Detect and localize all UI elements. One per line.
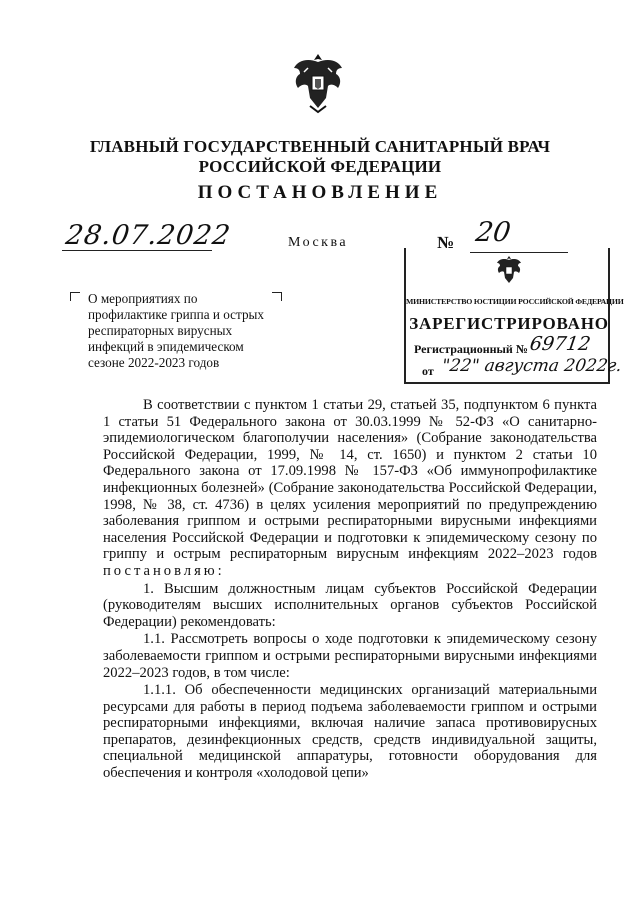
issuing-authority (0, 137, 640, 177)
handwritten-date: 28.07.2022 (63, 220, 233, 251)
item-1: 1. Высшим должностным лицам субъектов Российской Федерации (руководителям высших исполнительных органов субъектов Российской Федерации) рекомендовать: (103, 580, 597, 630)
subject-bracket-right (272, 292, 282, 301)
intro-paragraph (103, 397, 597, 580)
authority-line-1: ГЛАВНЫЙ ГОСУДАРСТВЕННЫЙ САНИТАРНЫЙ ВРАЧ (89, 137, 551, 156)
number-label: № (437, 233, 455, 252)
item-1-1-1: 1.1.1. Об обеспеченности медицинских организаций материальными ресурсами для работы в период подъема заболеваемости гриппом и острыми респираторными инфекциями, включая наличие запаса противовирусных препаратов, дезинфекционных средств, средств индивидуальной защиты, специальной медицинской аппаратуры, готовности оборудования для обеспечения и контроля «холодовой цепи» (103, 682, 597, 782)
stamp-status: ЗАРЕГИСТРИРОВАНО (409, 314, 609, 333)
stamp-date-prefix: от (422, 364, 434, 378)
subject-bracket-left (70, 292, 80, 301)
stamp-coat-of-arms-icon (494, 254, 524, 286)
stamp-reg-label: Регистрационный № (414, 342, 528, 356)
document-body (103, 397, 597, 782)
document-type-title: ПОСТАНОВЛЕНИЕ (197, 182, 443, 203)
stamp-date: "22" августа 2022г. (440, 356, 624, 376)
stamp-ministry: МИНИСТЕРСТВО ЮСТИЦИИ РОССИЙСКОЙ ФЕДЕРАЦИИ (406, 297, 624, 306)
date-underline (62, 250, 212, 251)
item-1-1: 1.1. Рассмотреть вопросы о ходе подготовки к эпидемическому сезону заболеваемости гриппом и острыми респираторными вирусными инфекциями 2022–2023 годов, в том числе: (103, 631, 597, 681)
city-label: Москва (288, 235, 349, 250)
registration-stamp (404, 248, 624, 384)
document-subject: О мероприятиях по профилактике гриппа и острых респираторных вирусных инфекций в эпидемическом сезоне 2022-2023 годов (88, 291, 264, 370)
decree-word: постановляю: (103, 562, 225, 579)
coat-of-arms-icon (288, 50, 348, 114)
handwritten-number: 20 (473, 217, 513, 248)
authority-line-2: РОССИЙСКОЙ ФЕДЕРАЦИИ (198, 157, 442, 176)
stamp-reg-number: 69712 (528, 333, 592, 355)
intro-text: В соответствии с пунктом 1 статьи 29, статьей 35, подпунктом 6 пункта 1 статьи 51 Федерального закона от 30.03.1999 № 52-ФЗ «О санитарно-эпидемиологическом благополучии населения» (Собрание законодательства Российской Федерации, 1999, № 14, ст. 1650) и пунктом 2 статьи 10 Федерального закона от 17.09.1998 № 157-ФЗ «Об иммунопрофилактике инфекционных болезней» (Собрание законодательства Российской Федерации, 1998, № 38, ст. 4736) в целях усиления мероприятий по предупреждению заболевания гриппом и острыми респираторными вирусными инфекциями населения Российской Федерации и подготовки к эпидемическому сезону по гриппу и острым респираторным вирусным инфекциям 2022–2023 годов (103, 397, 597, 563)
